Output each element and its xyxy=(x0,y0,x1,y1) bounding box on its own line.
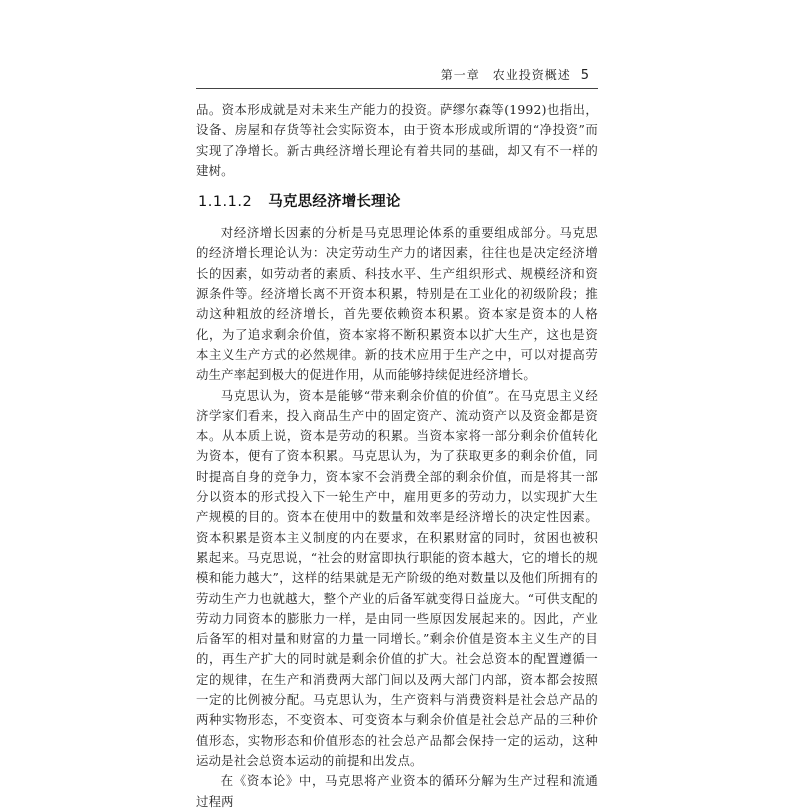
paragraph: 对经济增长因素的分析是马克思理论体系的重要组成部分。马克思的经济增长理论认为：决定劳动生产力的诸因素，往往也是决定经济增长的因素，如劳动者的素质、科技水平、生产组织形式、规模经济和资源条件等。经济增长离不开资本积累，特别是在工业化的初级阶段；推动这种粗放的经济增长，首先要依赖资本积累。资本家是资本的人格化，为了追求剩余价值，资本家将不断积累资本以扩大生产，这也是资本主义生产方式的必然规律。新的技术应用于生产之中，可以对提高劳动生产率起到极大的促进作用，从而能够持续促进经济增长。 xyxy=(196,225,598,383)
header-rule xyxy=(196,88,598,89)
running-head xyxy=(441,66,590,83)
body-text xyxy=(196,100,598,812)
section-title: 马克思经济增长理论 xyxy=(268,194,401,211)
paragraph: 马克思认为，资本是能够“带来剩余价值的价值”。在马克思主义经济学家们看来，投入商品生产中的固定资产、流动资产以及资金都是资本。从本质上说，资本是劳动的积累。当资本家将一部分剩余价值转化为资本，便有了资本积累。马克思认为，为了获取更多的剩余价值，同时提高自身的竞争力，资本家不会消费全部的剩余价值，而是将其一部分以资本的形式投入下一轮生产中，雇用更多的劳动力，以实现扩大生产规模的目的。资本在使用中的数量和效率是经济增长的决定性因素。资本积累是资本主义制度的内在要求，在积累财富的同时，贫困也被积累起来。马克思说，“社会的财富即执行职能的资本越大，它的增长的规模和能力越大”，这样的结果就是无产阶级的绝对数量以及他们所拥有的劳动生产力也就越大，整个产业的后备军就变得日益庞大。“可供支配的劳动力同资本的膨胀力一样，是由同一些原因发展起来的。因此，产业后备军的相对量和财富的力量一同增长。”剩余价值是资本主义生产的目的，再生产扩大的同时就是剩余价值的扩大。社会总资本的配置遵循一定的规律，在生产和消费两大部门间以及两大部门内部，资本都会按照一定的比例被分配。马克思认为，生产资料与消费资料是社会总产品的两种实物形态，不变资本、可变资本与剩余价值是社会总产品的三种价值形态，实物形态和价值形态的社会总产品都会保持一定的运动，这种运动是社会总资本运动的前提和出发点。 xyxy=(196,387,598,768)
paragraph: 在《资本论》中，马克思将产业资本的循环分解为生产过程和流通过程两 xyxy=(196,773,598,809)
page-number: 5 xyxy=(580,68,590,83)
chapter-title: 第一章 农业投资概述 xyxy=(440,68,571,82)
section-number: 1.1.1.2 xyxy=(198,194,253,211)
paragraph: 品。资本形成就是对未来生产能力的投资。萨缪尔森等(1992)也指出，设备、房屋和存货等社会实际资本，由于资本形成或所谓的“净投资”而实现了净增长。新古典经济增长理论有着共同的基础，却又有不一样的建树。 xyxy=(196,102,598,178)
section-heading xyxy=(198,191,598,213)
